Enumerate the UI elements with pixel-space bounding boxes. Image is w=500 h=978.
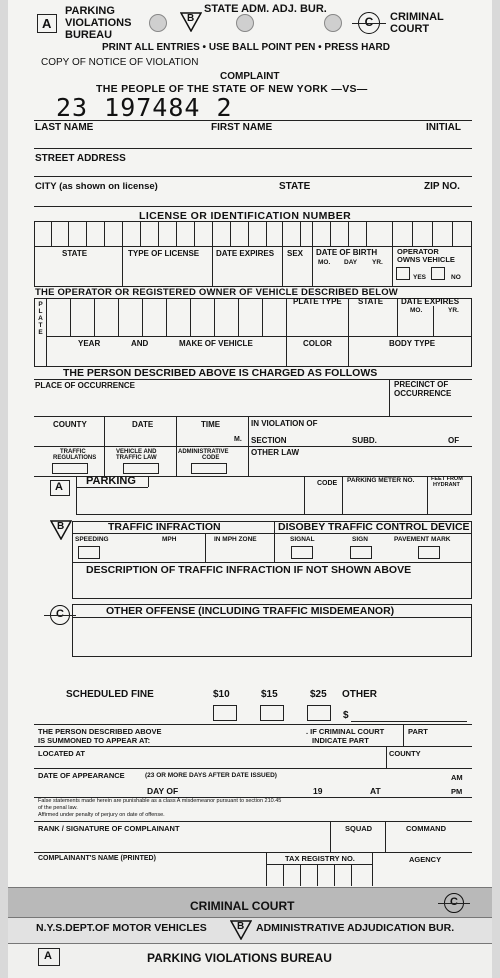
rule <box>34 446 472 447</box>
plate-letter: T <box>38 322 43 329</box>
rule <box>34 746 472 747</box>
rule <box>385 821 386 852</box>
label-squad: SQUAD <box>345 824 373 833</box>
label-admin-2: CODE <box>202 455 220 461</box>
label-vtl-2: TRAFFIC LAW <box>116 455 157 461</box>
header-parking-line1: PARKING <box>65 5 115 17</box>
fine-10-checkbox[interactable] <box>213 705 237 721</box>
letter-c: C <box>364 15 374 29</box>
rule <box>70 298 71 336</box>
rule <box>397 298 398 336</box>
rule <box>34 821 472 822</box>
label-admin-1: ADMINISTRATIVE <box>178 449 229 455</box>
label-state: STATE <box>279 181 311 192</box>
rule <box>266 221 267 246</box>
rule <box>238 298 239 336</box>
rule <box>72 562 472 563</box>
plate-vertical-label <box>36 301 45 336</box>
label-other-law: OTHER LAW <box>251 448 299 457</box>
rule <box>248 446 249 476</box>
rule <box>34 120 472 121</box>
rule <box>142 298 143 336</box>
label-precinct-2: OCCURRENCE <box>394 389 452 398</box>
label-scheduled-fine: SCHEDULED FINE <box>66 689 154 700</box>
rule <box>412 221 413 246</box>
rule <box>68 221 69 246</box>
label-appearance-county: COUNTY <box>389 749 421 758</box>
section-c-letter: C <box>56 608 64 620</box>
label-sign: SIGN <box>352 536 368 543</box>
label-zip: ZIP NO. <box>424 181 460 192</box>
label-city: CITY (as shown on license) <box>35 181 158 192</box>
label-mph-zone: IN MPH ZONE <box>214 536 257 543</box>
rule <box>348 221 349 246</box>
other-fine-line[interactable] <box>351 721 467 722</box>
label-county: COUNTY <box>53 420 87 429</box>
rule <box>118 298 119 336</box>
instructions: PRINT ALL ENTRIES • USE BALL POINT PEN • PRESS HARD <box>102 42 390 53</box>
label-operator: OPERATOR <box>397 247 439 256</box>
admin-code-checkbox[interactable] <box>191 463 227 474</box>
rule <box>190 298 191 336</box>
label-date: DATE <box>132 420 154 429</box>
rule <box>34 852 472 853</box>
vehicle-title: THE OPERATOR OR REGISTERED OWNER OF VEHICLE DESCRIBED BELOW <box>35 287 398 298</box>
plate-letter: L <box>38 308 43 315</box>
label-rank-signature: RANK / SIGNATURE OF COMPLAINANT <box>38 824 180 833</box>
stub-pvb: PARKING VIOLATIONS BUREAU <box>147 951 332 965</box>
label-other-fine: OTHER <box>342 689 377 700</box>
rule <box>274 521 275 562</box>
rule <box>166 298 167 336</box>
label-am: AM <box>451 773 463 782</box>
label-license-state: STATE <box>62 249 88 258</box>
rule <box>214 298 215 336</box>
label-plate-mo: MO. <box>410 307 423 314</box>
owns-no-checkbox[interactable] <box>431 267 445 280</box>
binding-hole <box>324 14 342 32</box>
label-precinct-1: PRECINCT OF <box>394 380 449 389</box>
complaint-title: COMPLAINT <box>220 71 280 82</box>
label-plate-type: PLATE TYPE <box>293 297 342 306</box>
label-summoned-1: THE PERSON DESCRIBED ABOVE <box>38 727 162 736</box>
label-date-of-appearance: DATE OF APPEARANCE <box>38 771 125 780</box>
label-feet-2: HYDRANT <box>433 482 460 488</box>
copy-of-notice: COPY OF NOTICE OF VIOLATION <box>41 57 199 68</box>
label-pavement: PAVEMENT MARK <box>394 536 451 543</box>
label-make: MAKE OF VEHICLE <box>179 339 253 348</box>
rule <box>194 221 195 246</box>
rule <box>34 148 472 149</box>
rule <box>286 298 287 367</box>
rule <box>300 864 301 886</box>
rule <box>148 476 149 487</box>
label-no: NO <box>451 274 461 281</box>
rule <box>76 487 148 488</box>
label-owns-vehicle: OWNS VEHICLE <box>397 255 455 264</box>
label-at: AT <box>370 786 381 796</box>
rule <box>262 298 263 336</box>
label-place: PLACE OF OCCURRENCE <box>35 381 136 390</box>
plate-letter: A <box>38 315 43 322</box>
label-description: DESCRIPTION OF TRAFFIC INFRACTION IF NOT SHOWN ABOVE <box>86 564 412 576</box>
circle-c-line <box>352 23 386 24</box>
label-dob-yr: YR. <box>372 259 383 266</box>
rule <box>176 416 177 446</box>
false-statements-2: of the penal law. <box>38 805 78 811</box>
header-criminal-line1: CRIMINAL <box>390 11 444 23</box>
rule <box>282 221 283 287</box>
label-time: TIME <box>201 420 221 429</box>
rule <box>330 221 331 246</box>
label-last-name: LAST NAME <box>35 122 94 133</box>
rule <box>392 221 393 287</box>
letter-b: B <box>187 13 195 24</box>
stub-a-letter: A <box>44 950 52 962</box>
sign-checkbox[interactable] <box>350 546 372 559</box>
rule <box>176 446 177 476</box>
rule <box>248 416 249 446</box>
stub-c-letter: C <box>450 896 458 908</box>
rule <box>342 476 343 515</box>
label-19: 19 <box>313 786 323 796</box>
false-statements-1: False statements made herein are punishable as a class A misdemeanor pursuant to section 210.45 <box>38 798 282 804</box>
fine-15-checkbox[interactable] <box>260 705 284 721</box>
traffic-regulations-checkbox[interactable] <box>52 463 88 474</box>
letter-a: A <box>42 16 52 31</box>
label-license-type: TYPE OF LICENSE <box>128 249 200 258</box>
charge-title: THE PERSON DESCRIBED ABOVE IS CHARGED AS FOLLOWS <box>63 367 378 379</box>
owns-yes-checkbox[interactable] <box>396 267 410 280</box>
rule <box>122 221 123 287</box>
fine-amount: $25 <box>310 689 327 700</box>
ticket-form <box>8 0 492 978</box>
rule <box>334 864 335 886</box>
affirmed-line: Affirmed under penalty of perjury on date of offense. <box>38 812 165 818</box>
label-of: OF <box>448 436 460 445</box>
label-summoned-2: IS SUMMONED TO APPEAR AT: <box>38 736 151 745</box>
label-command: COMMAND <box>406 824 446 833</box>
rule <box>46 336 472 337</box>
header-state-adm: STATE ADM. ADJ. BUR. <box>204 3 327 15</box>
label-day-of: DAY OF <box>147 786 179 796</box>
label-signal: SIGNAL <box>290 536 315 543</box>
fine-amount: $10 <box>213 689 230 700</box>
stub-dmv: N.Y.S.DEPT.OF MOTOR VEHICLES <box>36 922 207 934</box>
plate-grid <box>34 298 472 367</box>
rule <box>300 221 301 246</box>
label-traffic-reg-1: TRAFFIC <box>60 449 86 455</box>
label-plate-expires: DATE EXPIRES <box>401 297 460 306</box>
label-pm: PM <box>451 787 463 796</box>
rule <box>212 221 213 287</box>
plate-letter: P <box>38 301 43 308</box>
header-parking-line3: BUREAU <box>65 29 113 41</box>
label-disobey: DISOBEY TRAFFIC CONTROL DEVICE <box>278 521 470 533</box>
rule <box>34 768 472 769</box>
rule <box>427 476 428 515</box>
label-sex: SEX <box>287 249 304 258</box>
rule <box>403 724 404 746</box>
label-subd: SUBD. <box>352 436 377 445</box>
rule <box>330 821 331 852</box>
label-part: PART <box>408 727 428 736</box>
rule <box>372 852 373 886</box>
rule <box>433 306 434 336</box>
rule <box>386 746 387 768</box>
rule <box>140 221 141 246</box>
people-line: THE PEOPLE OF THE STATE OF NEW YORK —VS— <box>96 83 368 95</box>
rule <box>230 221 231 246</box>
label-initial: INITIAL <box>426 122 461 133</box>
rule <box>266 864 372 865</box>
section-b-letter: B <box>57 521 65 532</box>
rule <box>304 476 305 515</box>
label-dob-mo: MO. <box>318 259 331 266</box>
label-feet-1: FEET FROM <box>431 476 463 482</box>
rule <box>248 221 249 246</box>
label-parking: PARKING <box>86 475 136 487</box>
rule <box>104 416 105 446</box>
binding-hole <box>149 14 167 32</box>
rule <box>389 379 390 416</box>
rule <box>94 298 95 336</box>
rule <box>72 533 472 534</box>
license-title: LICENSE OR IDENTIFICATION NUMBER <box>139 210 352 222</box>
rule <box>366 221 367 246</box>
label-vtl-1: VEHICLE AND <box>116 449 157 455</box>
label-plate-state: STATE <box>358 297 384 306</box>
rule <box>348 298 349 367</box>
label-and: AND <box>131 339 149 348</box>
rule <box>46 298 47 367</box>
label-if-criminal-2: INDICATE PART <box>312 736 369 745</box>
fine-amount: $15 <box>261 689 278 700</box>
rule <box>34 176 472 177</box>
rule <box>104 446 105 476</box>
rule <box>205 533 206 562</box>
stub-criminal-court: CRIMINAL COURT <box>190 899 295 913</box>
vehicle-traffic-law-checkbox[interactable] <box>123 463 159 474</box>
label-plate-yr: YR. <box>448 307 459 314</box>
label-in-violation: IN VIOLATION OF <box>251 419 318 428</box>
label-complainant-name: COMPLAINANT'S NAME (PRINTED) <box>38 855 156 862</box>
label-color: COLOR <box>303 339 332 348</box>
label-first-name: FIRST NAME <box>211 122 273 133</box>
label-date-note: (23 OR MORE DAYS AFTER DATE ISSUED) <box>145 772 277 779</box>
label-code: CODE <box>317 480 338 487</box>
label-speeding: SPEEDING <box>75 536 109 543</box>
rule <box>176 221 177 246</box>
pavement-checkbox[interactable] <box>418 546 440 559</box>
rule <box>283 864 284 886</box>
rule <box>34 206 472 207</box>
rule <box>104 221 105 246</box>
rule <box>72 617 472 618</box>
signal-checkbox[interactable] <box>291 546 313 559</box>
label-agency: AGENCY <box>409 855 442 864</box>
rule <box>34 724 472 725</box>
label-mph: MPH <box>162 536 177 543</box>
rule <box>34 416 472 417</box>
rule <box>86 221 87 246</box>
rule <box>317 864 318 886</box>
label-if-criminal-1: . IF CRIMINAL COURT <box>306 727 385 736</box>
label-m: M. <box>234 436 242 443</box>
rule <box>432 221 433 246</box>
label-traffic-reg-2: REGULATIONS <box>53 455 97 461</box>
circle-c-line <box>438 903 470 904</box>
speeding-checkbox[interactable] <box>78 546 100 559</box>
label-tax-registry: TAX REGISTRY NO. <box>285 854 355 863</box>
stub-b-letter: B <box>237 921 245 932</box>
label-meter: PARKING METER NO. <box>347 477 415 484</box>
rule <box>266 852 267 886</box>
rule <box>452 221 453 246</box>
label-yes: YES <box>413 274 427 281</box>
label-other-offense: OTHER OFFENSE (INCLUDING TRAFFIC MISDEMEANOR) <box>106 605 395 617</box>
rule <box>351 864 352 886</box>
label-traffic-infraction: TRAFFIC INFRACTION <box>108 521 221 533</box>
label-dob-day: DAY <box>344 259 358 266</box>
rule <box>312 221 313 287</box>
label-located-at: LOCATED AT <box>38 749 85 758</box>
label-year: YEAR <box>78 339 101 348</box>
label-license-expires: DATE EXPIRES <box>216 249 275 258</box>
rule <box>51 221 52 246</box>
ticket-number: 23 197484 2 <box>56 93 233 122</box>
label-street-address: STREET ADDRESS <box>35 153 126 164</box>
header-criminal-line2: COURT <box>390 23 430 35</box>
binding-hole <box>236 14 254 32</box>
rule <box>158 221 159 246</box>
label-body-type: BODY TYPE <box>389 339 436 348</box>
label-dollar: $ <box>343 710 349 721</box>
section-a-letter: A <box>55 481 63 493</box>
plate-letter: E <box>38 329 43 336</box>
stub-admin: ADMINISTRATIVE ADJUDICATION BUR. <box>256 922 455 934</box>
header-parking-line2: VIOLATIONS <box>65 17 132 29</box>
label-dob: DATE OF BIRTH <box>316 248 378 257</box>
label-section: SECTION <box>251 436 287 445</box>
fine-25-checkbox[interactable] <box>307 705 331 721</box>
